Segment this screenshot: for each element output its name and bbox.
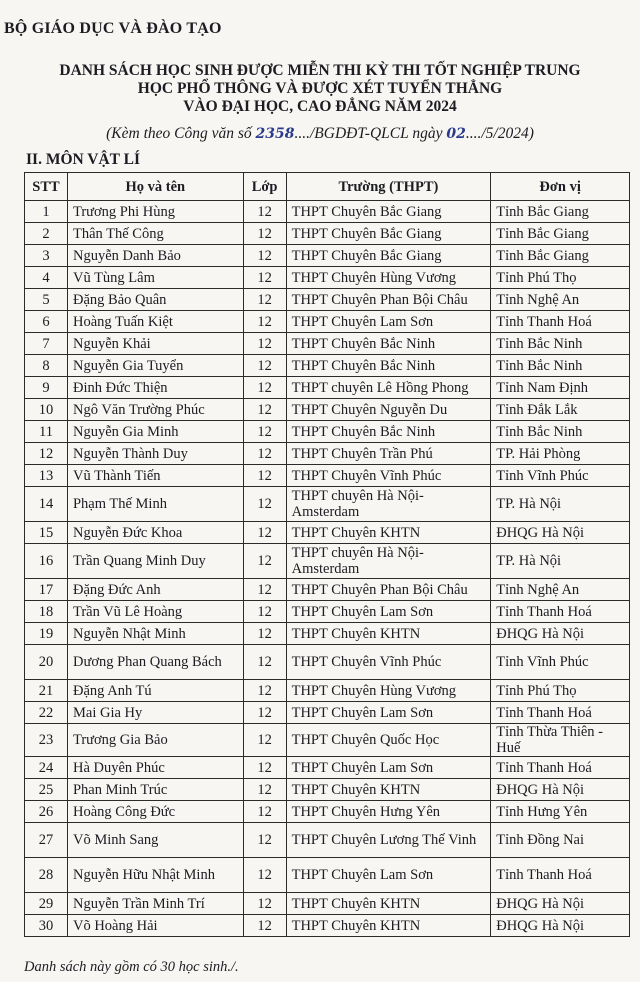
- column-header-unit: Đơn vị: [491, 173, 630, 201]
- column-header-school: Trường (THPT): [286, 173, 491, 201]
- cell-class: 12: [243, 757, 286, 779]
- cell-school: THPT Chuyên Bắc Ninh: [286, 421, 491, 443]
- cell-name: Võ Hoàng Hải: [67, 915, 243, 937]
- cell-school: THPT Chuyên Hùng Vương: [286, 267, 491, 289]
- cell-name: Nguyễn Đức Khoa: [67, 522, 243, 544]
- cell-unit: Tỉnh Bắc Giang: [491, 223, 630, 245]
- table-row: [25, 544, 630, 579]
- ministry-name: BỘ GIÁO DỤC VÀ ĐÀO TẠO: [4, 20, 222, 37]
- cell-school: THPT Chuyên KHTN: [286, 893, 491, 915]
- cell-school: THPT chuyên Lê Hồng Phong: [286, 377, 491, 399]
- cell-stt: 17: [25, 579, 68, 601]
- table-row: [25, 245, 630, 267]
- cell-unit: Tỉnh Nam Định: [491, 377, 630, 399]
- table-row: [25, 355, 630, 377]
- cell-stt: 14: [25, 487, 68, 522]
- cell-unit: Tỉnh Bắc Ninh: [491, 333, 630, 355]
- document-title-line-1: DANH SÁCH HỌC SINH ĐƯỢC MIỄN THI KỲ THI TỐT NGHIỆP TRUNG: [59, 62, 581, 79]
- cell-school: THPT Chuyên Lam Sơn: [286, 702, 491, 724]
- cell-name: Hoàng Tuấn Kiệt: [67, 311, 243, 333]
- column-header-stt: STT: [25, 173, 68, 201]
- table-row: [25, 601, 630, 623]
- cell-stt: 3: [25, 245, 68, 267]
- table-row: [25, 779, 630, 801]
- cell-name: Đinh Đức Thiện: [67, 377, 243, 399]
- student-table: [24, 172, 630, 937]
- cell-unit: Tỉnh Nghệ An: [491, 289, 630, 311]
- cell-school: THPT Chuyên Phan Bội Châu: [286, 289, 491, 311]
- cell-stt: 10: [25, 399, 68, 421]
- cell-school: THPT chuyên Hà Nội-Amsterdam: [286, 487, 491, 522]
- cell-name: Trương Gia Bảo: [67, 724, 243, 757]
- cell-unit: Tỉnh Hưng Yên: [491, 801, 630, 823]
- table-row: [25, 443, 630, 465]
- cell-name: Trần Quang Minh Duy: [67, 544, 243, 579]
- table-row: [25, 333, 630, 355]
- cell-school: THPT Chuyên Hưng Yên: [286, 801, 491, 823]
- cell-stt: 7: [25, 333, 68, 355]
- cell-class: 12: [243, 311, 286, 333]
- table-row: [25, 223, 630, 245]
- cell-school: THPT Chuyên KHTN: [286, 779, 491, 801]
- cell-school: THPT Chuyên Lam Sơn: [286, 757, 491, 779]
- cell-class: 12: [243, 858, 286, 893]
- cell-unit: Tỉnh Bắc Ninh: [491, 421, 630, 443]
- cell-unit: Tỉnh Vĩnh Phúc: [491, 645, 630, 680]
- cell-school: THPT Chuyên Lương Thế Vinh: [286, 823, 491, 858]
- table-row: [25, 522, 630, 544]
- cell-unit: Tỉnh Bắc Ninh: [491, 355, 630, 377]
- cell-stt: 2: [25, 223, 68, 245]
- table-row: [25, 645, 630, 680]
- cell-class: 12: [243, 443, 286, 465]
- cell-unit: Tỉnh Thanh Hoá: [491, 311, 630, 333]
- cell-unit: Tỉnh Phú Thọ: [491, 267, 630, 289]
- cell-unit: Tỉnh Đắk Lắk: [491, 399, 630, 421]
- reference-suffix: ..../5/2024): [465, 125, 534, 142]
- document-title-line-2: HỌC PHỔ THÔNG VÀ ĐƯỢC XÉT TUYỂN THẲNG: [137, 80, 503, 97]
- cell-stt: 1: [25, 201, 68, 223]
- table-row: [25, 311, 630, 333]
- cell-class: 12: [243, 680, 286, 702]
- cell-class: 12: [243, 421, 286, 443]
- cell-name: Dương Phan Quang Bách: [67, 645, 243, 680]
- cell-unit: Tỉnh Bắc Giang: [491, 245, 630, 267]
- cell-stt: 29: [25, 893, 68, 915]
- cell-name: Nguyễn Hữu Nhật Minh: [67, 858, 243, 893]
- cell-school: THPT Chuyên Lam Sơn: [286, 858, 491, 893]
- document-title-line-3: VÀO ĐẠI HỌC, CAO ĐẲNG NĂM 2024: [183, 98, 457, 115]
- cell-stt: 11: [25, 421, 68, 443]
- cell-stt: 15: [25, 522, 68, 544]
- table-row: [25, 680, 630, 702]
- cell-stt: 27: [25, 823, 68, 858]
- cell-stt: 4: [25, 267, 68, 289]
- cell-school: THPT Chuyên Vĩnh Phúc: [286, 645, 491, 680]
- table-header-row: [25, 173, 630, 201]
- cell-stt: 16: [25, 544, 68, 579]
- cell-name: Mai Gia Hy: [67, 702, 243, 724]
- cell-name: Phạm Thế Minh: [67, 487, 243, 522]
- cell-class: 12: [243, 355, 286, 377]
- cell-stt: 13: [25, 465, 68, 487]
- cell-school: THPT Chuyên KHTN: [286, 522, 491, 544]
- cell-name: Nguyễn Khải: [67, 333, 243, 355]
- table-row: [25, 421, 630, 443]
- reference-middle: ..../BGDĐT-QLCL ngày: [294, 125, 447, 142]
- cell-stt: 18: [25, 601, 68, 623]
- table-row: [25, 289, 630, 311]
- cell-class: 12: [243, 333, 286, 355]
- cell-school: THPT Chuyên Lam Sơn: [286, 311, 491, 333]
- column-header-name: Họ và tên: [67, 173, 243, 201]
- cell-class: 12: [243, 645, 286, 680]
- cell-unit: ĐHQG Hà Nội: [491, 522, 630, 544]
- handwritten-day: 02: [446, 126, 466, 142]
- cell-name: Phan Minh Trúc: [67, 779, 243, 801]
- table-row: [25, 893, 630, 915]
- cell-class: 12: [243, 399, 286, 421]
- cell-name: Nguyễn Nhật Minh: [67, 623, 243, 645]
- cell-class: 12: [243, 267, 286, 289]
- cell-stt: 28: [25, 858, 68, 893]
- cell-name: Đặng Đức Anh: [67, 579, 243, 601]
- cell-name: Hoàng Công Đức: [67, 801, 243, 823]
- cell-name: Đặng Anh Tú: [67, 680, 243, 702]
- reference-prefix: (Kèm theo Công văn số: [106, 125, 256, 142]
- table-body: [25, 201, 630, 937]
- cell-unit: Tỉnh Thanh Hoá: [491, 858, 630, 893]
- cell-stt: 22: [25, 702, 68, 724]
- cell-stt: 9: [25, 377, 68, 399]
- cell-unit: TP. Hà Nội: [491, 544, 630, 579]
- cell-class: 12: [243, 779, 286, 801]
- table-row: [25, 377, 630, 399]
- cell-school: THPT chuyên Hà Nội-Amsterdam: [286, 544, 491, 579]
- cell-unit: Tỉnh Thanh Hoá: [491, 702, 630, 724]
- cell-class: 12: [243, 377, 286, 399]
- cell-class: 12: [243, 623, 286, 645]
- cell-stt: 6: [25, 311, 68, 333]
- table-row: [25, 915, 630, 937]
- cell-class: 12: [243, 915, 286, 937]
- table-row: [25, 579, 630, 601]
- cell-class: 12: [243, 522, 286, 544]
- table-row: [25, 201, 630, 223]
- cell-school: THPT Chuyên Bắc Giang: [286, 223, 491, 245]
- cell-school: THPT Chuyên Bắc Giang: [286, 201, 491, 223]
- cell-class: 12: [243, 579, 286, 601]
- cell-unit: Tỉnh Thừa Thiên - Huế: [491, 724, 630, 757]
- cell-stt: 20: [25, 645, 68, 680]
- table-row: [25, 724, 630, 757]
- cell-class: 12: [243, 223, 286, 245]
- cell-unit: Tỉnh Phú Thọ: [491, 680, 630, 702]
- section-heading: II. MÔN VẬT LÍ: [26, 151, 140, 168]
- cell-school: THPT Chuyên KHTN: [286, 623, 491, 645]
- cell-name: Võ Minh Sang: [67, 823, 243, 858]
- cell-class: 12: [243, 289, 286, 311]
- cell-name: Thân Thế Công: [67, 223, 243, 245]
- cell-school: THPT Chuyên Hùng Vương: [286, 680, 491, 702]
- cell-unit: ĐHQG Hà Nội: [491, 623, 630, 645]
- cell-name: Trương Phi Hùng: [67, 201, 243, 223]
- table-row: [25, 623, 630, 645]
- cell-name: Nguyễn Trần Minh Trí: [67, 893, 243, 915]
- cell-name: Vũ Tùng Lâm: [67, 267, 243, 289]
- cell-stt: 23: [25, 724, 68, 757]
- cell-unit: TP. Hà Nội: [491, 487, 630, 522]
- cell-unit: Tỉnh Nghệ An: [491, 579, 630, 601]
- footer-note: Danh sách này gồm có 30 học sinh./.: [24, 959, 239, 975]
- cell-class: 12: [243, 801, 286, 823]
- table-row: [25, 757, 630, 779]
- table-row: [25, 823, 630, 858]
- cell-unit: ĐHQG Hà Nội: [491, 915, 630, 937]
- handwritten-document-number: 2358: [255, 126, 295, 142]
- table-row: [25, 801, 630, 823]
- cell-stt: 25: [25, 779, 68, 801]
- cell-name: Ngô Văn Trường Phúc: [67, 399, 243, 421]
- cell-stt: 24: [25, 757, 68, 779]
- cell-stt: 30: [25, 915, 68, 937]
- cell-unit: Tỉnh Vĩnh Phúc: [491, 465, 630, 487]
- cell-school: THPT Chuyên Bắc Giang: [286, 245, 491, 267]
- cell-name: Nguyễn Thành Duy: [67, 443, 243, 465]
- cell-class: 12: [243, 823, 286, 858]
- cell-class: 12: [243, 465, 286, 487]
- cell-class: 12: [243, 601, 286, 623]
- table-row: [25, 399, 630, 421]
- column-header-class: Lớp: [243, 173, 286, 201]
- cell-unit: Tỉnh Đồng Nai: [491, 823, 630, 858]
- table-row: [25, 858, 630, 893]
- cell-stt: 12: [25, 443, 68, 465]
- cell-school: THPT Chuyên Bắc Ninh: [286, 333, 491, 355]
- cell-unit: ĐHQG Hà Nội: [491, 779, 630, 801]
- cell-school: THPT Chuyên Nguyễn Du: [286, 399, 491, 421]
- document-reference: [0, 125, 640, 143]
- cell-class: 12: [243, 201, 286, 223]
- cell-name: Nguyễn Gia Minh: [67, 421, 243, 443]
- cell-unit: TP. Hải Phòng: [491, 443, 630, 465]
- cell-stt: 5: [25, 289, 68, 311]
- cell-class: 12: [243, 702, 286, 724]
- cell-stt: 26: [25, 801, 68, 823]
- cell-name: Nguyễn Danh Bảo: [67, 245, 243, 267]
- cell-school: THPT Chuyên Quốc Học: [286, 724, 491, 757]
- cell-class: 12: [243, 245, 286, 267]
- table-row: [25, 267, 630, 289]
- table-row: [25, 702, 630, 724]
- table-row: [25, 487, 630, 522]
- cell-class: 12: [243, 893, 286, 915]
- cell-stt: 19: [25, 623, 68, 645]
- cell-name: Hà Duyên Phúc: [67, 757, 243, 779]
- cell-name: Đặng Bảo Quân: [67, 289, 243, 311]
- cell-class: 12: [243, 724, 286, 757]
- cell-stt: 21: [25, 680, 68, 702]
- cell-school: THPT Chuyên Phan Bội Châu: [286, 579, 491, 601]
- cell-school: THPT Chuyên KHTN: [286, 915, 491, 937]
- cell-class: 12: [243, 544, 286, 579]
- cell-name: Vũ Thành Tiến: [67, 465, 243, 487]
- cell-school: THPT Chuyên Trần Phú: [286, 443, 491, 465]
- cell-stt: 8: [25, 355, 68, 377]
- cell-school: THPT Chuyên Lam Sơn: [286, 601, 491, 623]
- cell-unit: Tỉnh Bắc Giang: [491, 201, 630, 223]
- cell-class: 12: [243, 487, 286, 522]
- cell-school: THPT Chuyên Bắc Ninh: [286, 355, 491, 377]
- cell-unit: Tỉnh Thanh Hoá: [491, 757, 630, 779]
- table-row: [25, 465, 630, 487]
- cell-name: Nguyễn Gia Tuyển: [67, 355, 243, 377]
- cell-school: THPT Chuyên Vĩnh Phúc: [286, 465, 491, 487]
- cell-unit: ĐHQG Hà Nội: [491, 893, 630, 915]
- cell-name: Trần Vũ Lê Hoàng: [67, 601, 243, 623]
- cell-unit: Tỉnh Thanh Hoá: [491, 601, 630, 623]
